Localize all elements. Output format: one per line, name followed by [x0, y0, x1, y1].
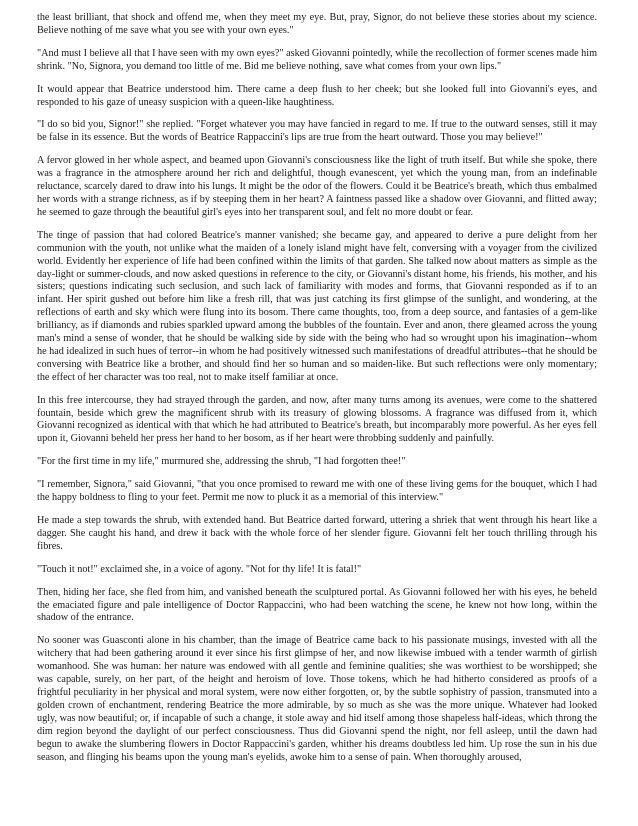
paragraph: Then, hiding her face, she fled from him, and vanished beneath the sculptured portal. As Giovanni followed her with his eyes, he beheld the emaciated figure and pale intelligence of Doctor Rappaccini, who had been watching the scene, he knew not how long, within the shadow of the entrance. — [37, 586, 597, 624]
paragraph: "I do so bid you, Signor!" she replied. "Forget whatever you may have fancied in regard to me. If true to the outward senses, still it may be false in its essence. But the words of Beatrice Rappaccini's lips are true from the heart outward. Those you may believe!" — [37, 119, 597, 144]
paragraph: In this free intercourse, they had strayed through the garden, and now, after many turns among its avenues, were come to the shattered fountain, beside which grew the magnificent shrub with its treasury of glowing blossoms. A fragrance was diffused from it, which Giovanni recognized as identical with that which he had attributed to Beatrice's breath, but incomparably more powerful. As her eyes fell upon it, Giovanni beheld her press her hand to her bosom, as if her heart were throbbing suddenly and painfully. — [37, 394, 597, 445]
paragraph: He made a step towards the shrub, with extended hand. But Beatrice darted forward, uttering a shriek that went through his heart like a dagger. She caught his hand, and drew it back with the whole force of her slender figure. Giovanni felt her touch thrilling through his fibres. — [37, 515, 597, 552]
paragraph: The tinge of passion that had colored Beatrice's manner vanished; she became gay, and appeared to derive a pure delight from her communion with the youth, not unlike what the maiden of a lonely island might have felt, conversing with a voyager from the civilized world. Evidently her experience of life had been confined within the limits of that garden. She talked now about matters as simple as the day-light or summer-clouds, and now asked questions in reference to the city, or Giovanni's distant home, his friends, his mother, and his sisters; questions indicating such seclusion, and such lack of familiarity with modes and forms, that Giovanni responded as if to an infant. Her spirit gushed out before him like a fresh rill, that was just catching its first glimpse of the sunlight, and wondering, at the reflections of earth and sky which were flung into its bosom. There came thoughts, too, from a deep source, and fantasies of a gem-like brilliancy, as if diamonds and rubies sparkled upward among the bubbles of the fountain. Ever and anon, there gleamed across the young man's mind a sense of wonder, that he should be walking side by side with the being who had so wrought upon his imagination--whom he had idealized in such hues of terror--in whom he had positively witnessed such manifestations of dreadful attributes--that he should be conversing with Beatrice like a brother, and should find her so human and so maiden-like. But such reflections were only momentary; the effect of her character was too real, not to make itself familiar at once. — [37, 229, 597, 383]
paragraph: No sooner was Guasconti alone in his chamber, than the image of Beatrice came back to his passionate musings, invested with all the witchery that had been gathering around it ever since his first glimpse of her, and now likewise imbued with a tender warmth of girlish womanhood. She was human: her nature was endowed with all gentle and feminine qualities; she was worthiest to be worshipped; she was capable, surely, on her part, of the height and heroism of love. Those tokens, which he had hitherto considered as proofs of a frightful peculiarity in her physical and moral system, were now either forgotten, or, by the subtle sophistry of passion, transmuted into a golden crown of enchantment, rendering Beatrice the more admirable, by so much as she was the more unique. Whatever had looked ugly, was now beautiful; or, if incapable of such a change, it stole away and hid itself among those shapeless half-ideas, which throng the dim region beyond the daylight of our perfect consciousness. Thus did Giovanni spend the night, nor fell asleep, until the dawn had begun to awake the slumbering flowers in Doctor Rappaccini's garden, whither his dreams doubtless led him. Up rose the sun in his due season, and flinging his beams upon the young man's eyelids, awoke him to a sense of pain. When thoroughly aroused, — [37, 635, 597, 763]
paragraph: It would appear that Beatrice understood him. There came a deep flush to her cheek; but she looked full into Giovanni's eyes, and responded to his gaze of uneasy suspicion with a queen-like haughtiness. — [37, 83, 597, 108]
paragraph: the least brilliant, that shock and offend me, when they meet my eye. But, pray, Signor, do not believe these stories about my science. Believe nothing of me save what you see with your own eyes." — [37, 12, 597, 36]
paragraph: "I remember, Signora," said Giovanni, "that you once promised to reward me with one of these living gems for the bouquet, which I had the happy boldness to fling to your feet. Permit me now to pluck it as a memorial of this interview." — [37, 479, 597, 504]
paragraph: "Touch it not!" exclaimed she, in a voice of agony. "Not for thy life! It is fatal!" — [37, 563, 362, 575]
paragraph: "And must I believe all that I have seen with my own eyes?" asked Giovanni pointedly, while the recollection of former scenes made him shrink. "No, Signora, you demand too little of me. Bid me believe nothing, save what comes from your own lips." — [37, 47, 597, 72]
paragraph: A fervor glowed in her whole aspect, and beamed upon Giovanni's consciousness like the light of truth itself. But while she spoke, there was a fragrance in the atmosphere around her rich and delightful, though evanescent, yet which the young man, from an indefinable reluctance, scarcely dared to draw into his lungs. It might be the odor of the flowers. Could it be Beatrice's breath, which thus embalmed her words with a strange richness, as if by steeping them in her heart? A faintness passed like a shadow over Giovanni, and flitted away; he seemed to gaze through the beautiful girl's eyes into her transparent soul, and felt no more doubt or fear. — [37, 155, 597, 218]
document-page — [37, 12, 597, 774]
paragraph: "For the first time in my life," murmured she, addressing the shrub, "I had forgotten thee!" — [37, 456, 406, 468]
